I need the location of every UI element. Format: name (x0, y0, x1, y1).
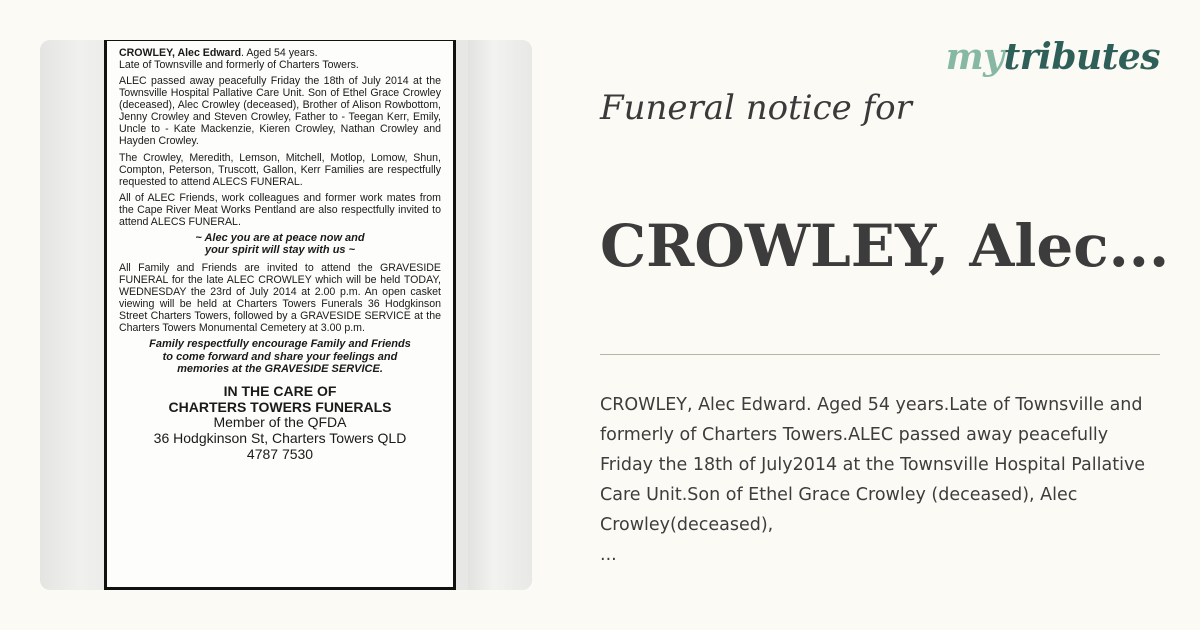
divider (600, 354, 1160, 355)
notice-care-line2: CHARTERS TOWERS FUNERALS (168, 398, 392, 415)
notice-paragraph-family: ALEC passed away peacefully Friday the 18th of July 2014 at the Townsville Hospital Pallative Care Unit. Son of Ethel Grace Crowley (deceased), Alec Crowley (deceased), Brother of Alison Rowbottom, Jenny Crowley and Steven Crowley, Father to - Teegan Kerr, Emily, Uncle to - Kate Mackenzie, Kieren Crowley, Nathan Crowley and Hayden Crowley. (119, 75, 441, 148)
notice-encouragement (119, 338, 441, 376)
notice-excerpt (600, 390, 1160, 570)
notice-paragraph-friends: All of ALEC Friends, work colleagues and former work mates from the Cape River Meat Works Pentland are also respectfully invited to attend ALECS FUNERAL. (119, 191, 441, 228)
newspaper-notice (104, 40, 456, 590)
notice-paragraph-service: All Family and Friends are invited to attend the GRAVESIDE FUNERAL for the late ALEC CROWLEY which will be held TODAY, WEDNESDAY the 23rd of July 2014 at 2.00 p.m. An open casket viewing will be held at Charters Towers Funerals 36 Hodgkinson Street Charters Towers, followed by a GRAVESIDE SERVICE at the Charters Towers Monumental Cemetery at 3.00 p.m. (119, 261, 441, 335)
notice-care-address: 36 Hodgkinson St, Charters Towers QLD (153, 429, 407, 446)
notice-heading (119, 47, 441, 71)
excerpt-text: CROWLEY, Alec Edward. Aged 54 years.Late of Townsville and formerly of Charters Towers.ALEC passed away peacefully Friday the 18th of July2014 at the Townsville Hospital Pallative Care Unit.Son of Ethel Grace Crowley (deceased), Alec Crowley(deceased), (600, 395, 1146, 535)
notice-age: . Aged 54 years. (241, 47, 318, 59)
image-shadow (468, 40, 532, 590)
notice-care-member: Member of the QFDA (213, 414, 347, 431)
notice-encouragement-line3: memories at the GRAVESIDE SERVICE. (177, 363, 383, 376)
notice-care-line1: IN THE CARE OF (223, 382, 337, 399)
notice-name: CROWLEY, Alec Edward (119, 47, 242, 59)
notice-encouragement-line1: Family respectfully encourage Family and Friends (149, 338, 411, 351)
deceased-name-title: CROWLEY, Alec... (600, 212, 1170, 280)
notice-paragraph-families: The Crowley, Meredith, Lemson, Mitchell, Motlop, Lomow, Shun, Compton, Peterson, Truscott, Gallon, Kerr Families are respectfully requested to attend ALECS FUNERAL. (119, 151, 441, 188)
excerpt-ellipsis: ... (600, 545, 617, 565)
notice-residence: Late of Townsville and formerly of Charters Towers. (119, 59, 359, 72)
mytributes-logo[interactable] (946, 36, 1160, 78)
page-subtitle: Funeral notice for (600, 88, 912, 128)
notice-quote-line1: ~ Alec you are at peace now and (195, 231, 365, 244)
notice-care-heading (119, 384, 441, 415)
notice-quote (119, 232, 441, 257)
logo-part-tributes: tributes (1003, 36, 1160, 78)
notice-care-phone: 4787 7530 (246, 445, 314, 462)
logo-part-my: my (945, 36, 1004, 78)
funeral-notice-image (40, 40, 532, 590)
notice-encouragement-line2: to come forward and share your feelings and (162, 350, 398, 363)
notice-quote-line2: your spirit will stay with us ~ (204, 244, 356, 257)
